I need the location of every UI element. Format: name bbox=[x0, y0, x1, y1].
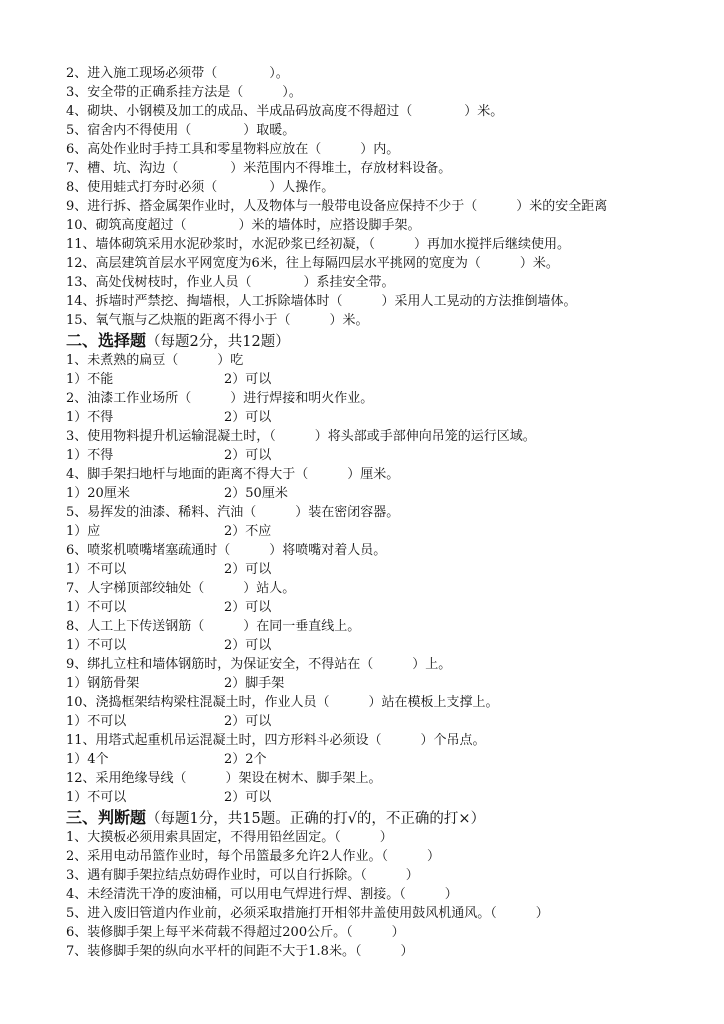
option-a: 1）不得 bbox=[66, 410, 114, 425]
option-b: 2）可以 bbox=[224, 714, 272, 729]
section3-subtitle: （每题1分，共15题。正确的打√的，不正确的打×） bbox=[146, 811, 486, 827]
choice-options bbox=[66, 560, 676, 579]
option-b: 2）50厘米 bbox=[224, 486, 288, 501]
fill-in-question: 11、墙体砌筑采用水泥砂浆时，水泥砂浆已经初凝，（ ）再加水搅拌后继续使用。 bbox=[66, 237, 571, 252]
section3-heading bbox=[66, 807, 676, 828]
option-a: 1）不可以 bbox=[66, 714, 127, 729]
option-a: 1）20厘米 bbox=[66, 486, 130, 501]
option-a: 1）钢筋骨架 bbox=[66, 676, 140, 691]
section2-heading bbox=[66, 330, 676, 351]
fill-in-question: 9、进行拆、搭金属架作业时，人及物体与一般带电设备应保持不少于（ ）米的安全距离 bbox=[66, 199, 608, 214]
choice-question: 9、绑扎立柱和墙体钢筋时，为保证安全，不得站在（ ）上。 bbox=[66, 657, 452, 672]
option-b: 2）可以 bbox=[224, 790, 272, 805]
option-a: 1）不得 bbox=[66, 448, 114, 463]
choice-options bbox=[66, 484, 676, 503]
fill-in-question: 2、进入施工现场必须带（ ）。 bbox=[66, 66, 289, 81]
choice-options bbox=[66, 788, 676, 807]
choice-question: 8、人工上下传送钢筋（ ）在同一垂直线上。 bbox=[66, 619, 361, 634]
true-false-section bbox=[66, 828, 676, 961]
section2-title: 二、选择题 bbox=[66, 331, 147, 350]
choice-question: 5、易挥发的油漆、稀料、汽油（ ）装在密闭容器。 bbox=[66, 505, 400, 520]
option-b: 2）2个 bbox=[224, 752, 267, 767]
choice-section bbox=[66, 351, 676, 807]
choice-question: 7、人字梯顶部绞轴处（ ）站人。 bbox=[66, 581, 296, 596]
option-b: 2）不应 bbox=[224, 524, 272, 539]
fill-in-question: 6、高处作业时手持工具和零星物料应放在（ ）内。 bbox=[66, 142, 400, 157]
option-b: 2）可以 bbox=[224, 372, 272, 387]
option-b: 2）可以 bbox=[224, 410, 272, 425]
option-b: 2）可以 bbox=[224, 600, 272, 615]
choice-options bbox=[66, 674, 676, 693]
option-a: 1）应 bbox=[66, 524, 101, 539]
choice-question: 3、使用物料提升机运输混凝土时，（ ）将头部或手部伸向吊笼的运行区域。 bbox=[66, 429, 536, 444]
choice-options bbox=[66, 750, 676, 769]
option-b: 2）可以 bbox=[224, 448, 272, 463]
choice-question: 2、油漆工作业场所（ ）进行焊接和明火作业。 bbox=[66, 391, 374, 406]
fill-in-question: 10、砌筑高度超过（ ）米的墙体时，应搭设脚手架。 bbox=[66, 218, 421, 233]
fill-in-question: 12、高层建筑首层水平网宽度为6米，往上每隔四层水平挑网的宽度为（ ）米。 bbox=[66, 256, 559, 271]
option-b: 2）可以 bbox=[224, 638, 272, 653]
choice-options bbox=[66, 370, 676, 389]
choice-question: 10、浇捣框架结构梁柱混凝土时，作业人员（ ）站在模板上支撑上。 bbox=[66, 695, 499, 710]
fill-in-question: 8、使用蛙式打夯时必须（ ）人操作。 bbox=[66, 180, 335, 195]
option-a: 1）不可以 bbox=[66, 562, 127, 577]
fill-in-section bbox=[66, 64, 676, 330]
choice-options bbox=[66, 446, 676, 465]
fill-in-question: 14、拆墙时严禁挖、掏墙根，人工拆除墙体时（ ）采用人工晃动的方法推倒墙体。 bbox=[66, 294, 577, 309]
choice-question: 12、采用绝缘导线（ ）架设在树木、脚手架上。 bbox=[66, 771, 382, 786]
choice-options bbox=[66, 636, 676, 655]
section3-title: 三、判断题 bbox=[66, 808, 147, 827]
exam-content bbox=[66, 64, 676, 961]
fill-in-question: 4、砌块、小钢模及加工的成品、半成品码放高度不得超过（ ）米。 bbox=[66, 104, 504, 119]
true-false-question: 3、遇有脚手架拉结点妨碍作业时，可以自行拆除。（ ） bbox=[66, 868, 419, 883]
option-b: 2）脚手架 bbox=[224, 676, 285, 691]
fill-in-question: 3、安全带的正确系挂方法是（ ）。 bbox=[66, 85, 302, 100]
option-a: 1）不可以 bbox=[66, 638, 127, 653]
true-false-question: 1、大摸板必须用索具固定，不得用铅丝固定。（ ） bbox=[66, 830, 393, 845]
choice-question: 6、喷浆机喷嘴堵塞疏通时（ ）将喷嘴对着人员。 bbox=[66, 543, 387, 558]
fill-in-question: 13、高处伐树枝时，作业人员（ ）系挂安全带。 bbox=[66, 275, 395, 290]
choice-question: 11、用塔式起重机吊运混凝土时，四方形料斗必须设（ ）个吊点。 bbox=[66, 733, 486, 748]
option-a: 1）不可以 bbox=[66, 790, 127, 805]
true-false-question: 6、装修脚手架上每平米荷载不得超过200公斤。（ ） bbox=[66, 925, 405, 940]
choice-options bbox=[66, 598, 676, 617]
true-false-question: 7、装修脚手架的纵向水平杆的间距不大于1.8米。（ ） bbox=[66, 944, 414, 959]
true-false-question: 2、采用电动吊篮作业时，每个吊篮最多允许2人作业。（ ） bbox=[66, 849, 441, 864]
fill-in-question: 15、氧气瓶与乙炔瓶的距离不得小于（ ）米。 bbox=[66, 313, 369, 328]
section2-subtitle: （每题2分，共12题） bbox=[146, 334, 290, 350]
option-b: 2）可以 bbox=[224, 562, 272, 577]
fill-in-question: 7、槽、坑、沟边（ ）米范围内不得堆土，存放材料设备。 bbox=[66, 161, 452, 176]
choice-options bbox=[66, 522, 676, 541]
choice-options bbox=[66, 712, 676, 731]
choice-options bbox=[66, 408, 676, 427]
true-false-question: 5、进入废旧管道内作业前，必须采取措施打开相邻井盖使用鼓风机通风。（ ） bbox=[66, 906, 549, 921]
choice-question: 1、未煮熟的扁豆（ ）吃 bbox=[66, 353, 244, 368]
option-a: 1）4个 bbox=[66, 752, 109, 767]
fill-in-question: 5、宿舍内不得使用（ ）取暖。 bbox=[66, 123, 296, 138]
true-false-question: 4、未经清洗干净的废油桶，可以用电气焊进行焊、割接。（ ） bbox=[66, 887, 458, 902]
option-a: 1）不能 bbox=[66, 372, 114, 387]
choice-question: 4、脚手架扫地杆与地面的距离不得大于（ ）厘米。 bbox=[66, 467, 400, 482]
option-a: 1）不可以 bbox=[66, 600, 127, 615]
